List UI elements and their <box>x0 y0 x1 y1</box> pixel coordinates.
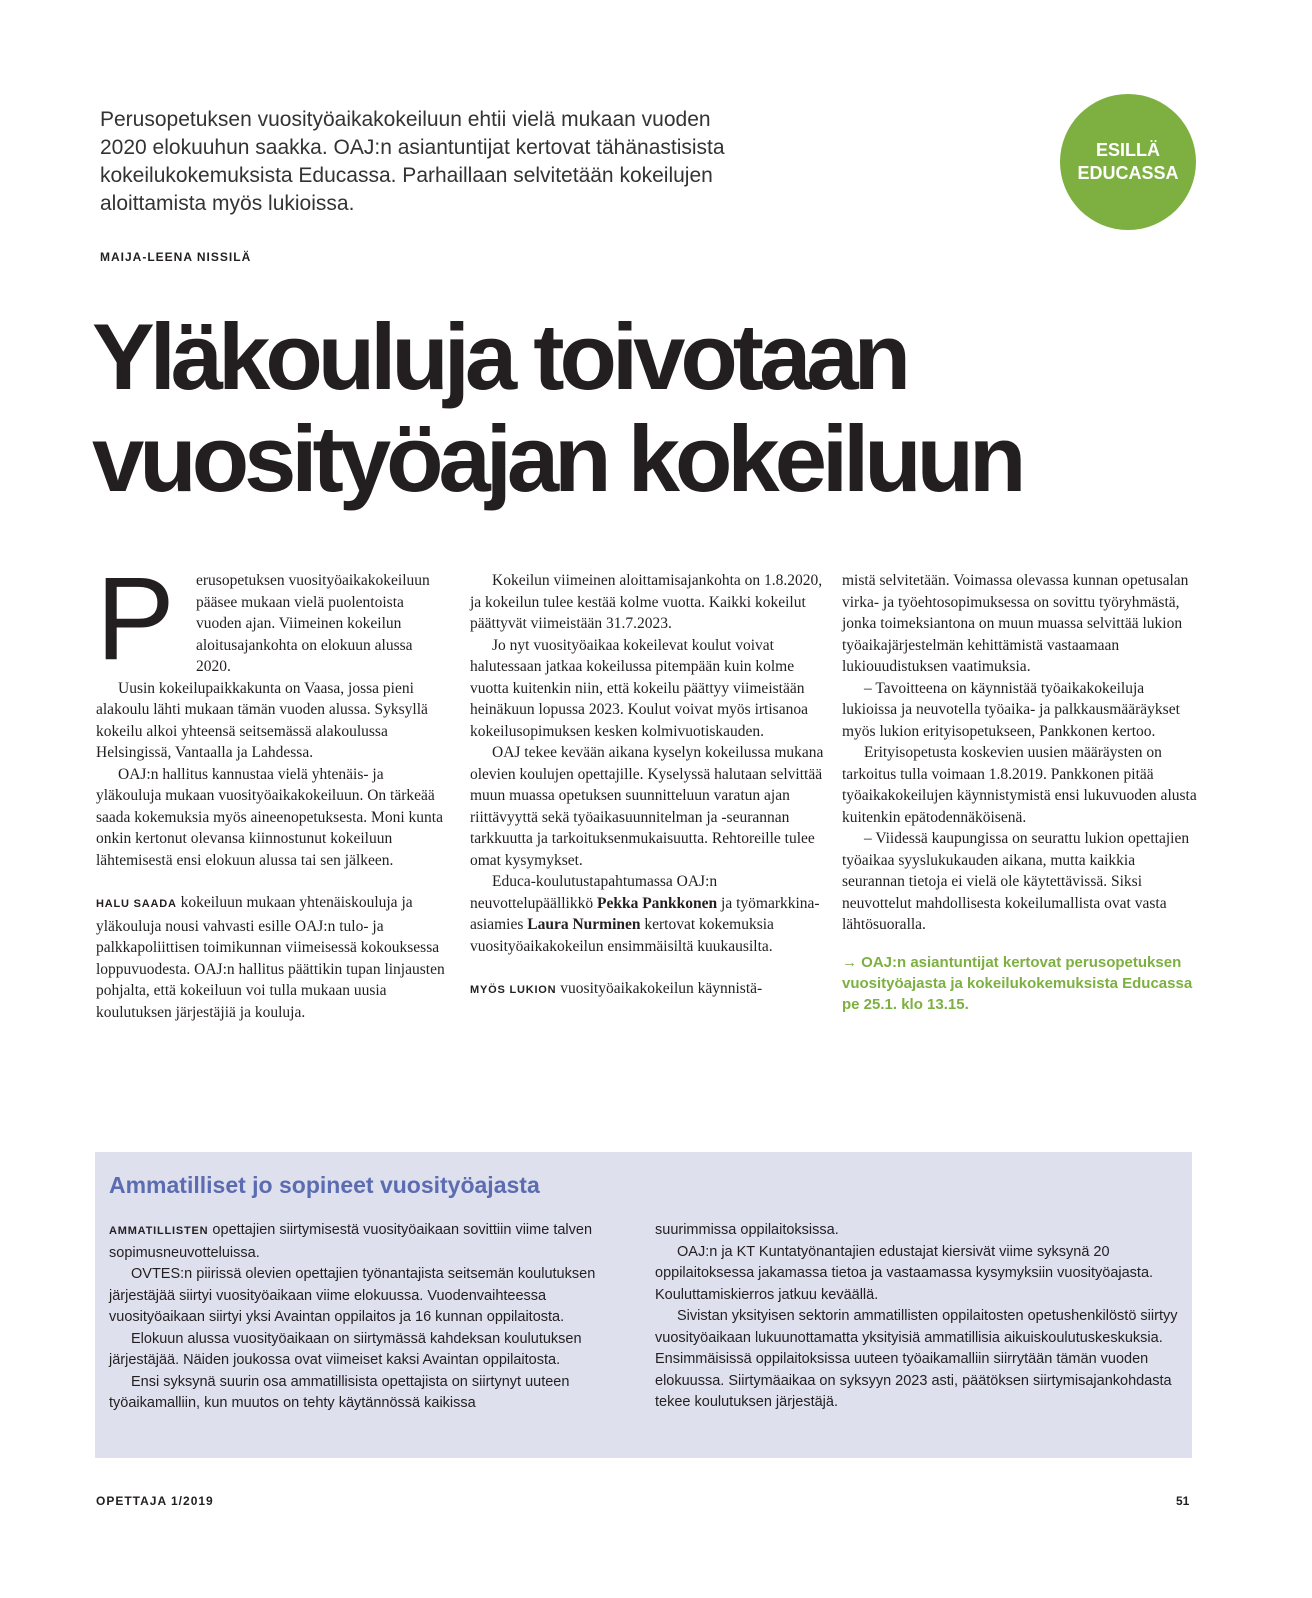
paragraph: Kokeilun viimeinen aloittamisajankohta on 1.8.2020, ja kokeilun tulee kestää kolme vuotta. Kaikki kokeilut päättyvät viimeistään 31.7.2023. <box>470 572 823 632</box>
paragraph-text: kokeiluun mukaan yhtenäiskouluja ja yläkouluja nousi vahvasti esille OAJ:n tulo- ja palkkapoliittisen toimikunnan viimeisessä kokouksessa loppuvuodesta. OAJ:n hallitus päättikin tupan linjausten pohjalta, että kokeiluun voi tulla mukaan uusia koulutuksen järjestäjiä ja kouluja. <box>96 894 445 1021</box>
paragraph: mistä selvitetään. Voimassa olevassa kunnan opetusalan virka- ja työehtosopimuksessa on sovittu työryhmästä, jonka toimeksiantona on muun muassa selvittää lukion työaikajärjestelmän kehittämistä vastaamaan lukiouudistuksen vaatimuksia. <box>842 572 1189 675</box>
paragraph <box>96 892 451 1023</box>
factbox-column-1 <box>109 1220 637 1415</box>
factbox <box>95 1152 1192 1458</box>
event-promo: → OAJ:n asiantuntijat kertovat perusopetuksen vuosityöajasta ja kokeilukokemuksista Educassa pe 25.1. klo 13.15. <box>842 953 1193 1013</box>
paragraph <box>109 1220 637 1264</box>
paragraph: OAJ tekee kevään aikana kyselyn kokeilussa mukana olevien koulujen opettajille. Kyselyssä halutaan selvittää muun muassa opetuksen suunnitteluun varatun ajan riittävyyttä sekä työaikasuunnitelman ja -seurannan tarkkuutta ja tarkoituksenmukaisuutta. Rehtoreille tulee omat kysymykset. <box>470 744 824 869</box>
factbox-column-2 <box>655 1220 1183 1414</box>
lede: Perusopetuksen vuosityöaikakokeiluun ehtii vielä mukaan vuoden 2020 elokuuhun saakka. OAJ:n asiantuntijat kertovat tähänastisista kokeilukokemuksista Educassa. Parhaillaan selvitetään kokeilujen aloittamista myös lukioissa. <box>100 108 725 215</box>
paragraph: Erityisopetusta koskevien uusien määräysten on tarkoitus tulla voimaan 1.8.2019. Pankkonen pitää työaikakokeilujen käynnistymistä ensi lukuvuoden alusta kuitenkin epätodennäköisenä. <box>842 744 1197 826</box>
lead-in: MYÖS LUKION <box>470 984 557 996</box>
paragraph: suurimmissa oppilaitoksissa. <box>655 1222 839 1238</box>
drop-cap: P <box>96 553 175 685</box>
paragraph: – Tavoitteena on käynnistää työaikakokeiluja lukioissa ja neuvotella työaika- ja palkkausmääräykset myös lukion erityisopetukseen, Pankkonen kertoo. <box>842 679 1180 740</box>
paragraph <box>470 871 825 957</box>
paragraph: Ensi syksynä suurin osa ammatillisista opettajista on siirtynyt uuteen työaikamalliin, kun muutos on tehty käytännössä kaikissa <box>109 1373 570 1411</box>
byline: MAIJA-LEENA NISSILÄ <box>100 250 252 264</box>
person-name: Laura Nurminen <box>527 916 641 933</box>
paragraph: OAJ:n ja KT Kuntatyönantajien edustajat kiersivät viime syksynä 20 oppilaitoksessa jakamassa tietoa ja vastaamassa kysymyksiin vuosityöajasta. Kouluttamiskierros jatkuu keväällä. <box>655 1243 1154 1303</box>
paragraph: Jo nyt vuosityöaikaa kokeilevat koulut voivat halutessaan jatkaa kokeilussa pitempään kuin kolme vuotta kuitenkin niin, että kokeilu päättyy viimeistään heinäkuun lopussa 2023. Koulut voivat myös irtisanoa kokeilusopimuksen kesken kolmivuotiskauden. <box>470 636 808 740</box>
paragraph: Elokuun alussa vuosityöaikaan on siirtymässä kahdeksan koulutuksen järjestäjää. Näiden joukossa ovat viimeiset kaksi Avaintan oppilaitosta. <box>109 1330 582 1368</box>
factbox-title: Ammatilliset jo sopineet vuosityöajasta <box>109 1172 540 1198</box>
article-column-3 <box>842 570 1197 1015</box>
person-name: Pekka Pankkonen <box>596 894 718 912</box>
publication-footer: OPETTAJA 1/2019 <box>96 1494 214 1508</box>
paragraph-text: ja työmarkkina-asiamies <box>470 894 820 933</box>
esilla-educassa-badge: ESILLÄ EDUCASSA <box>1060 94 1196 230</box>
paragraph-text: Educa-koulutustapahtumassa OAJ:n neuvottelupäällikkö <box>470 873 718 912</box>
article-column-1 <box>96 553 451 1023</box>
headline: Yläkouluja toivotaan vuosityöajan kokeiluun <box>92 304 1022 511</box>
article-column-2 <box>470 570 825 1002</box>
paragraph: OAJ:n hallitus kannustaa vielä yhtenäis- ja yläkouluja mukaan vuosityöaikakokeiluun. On tärkeää saada kokemuksia myös aineenopetuksesta. Moni kunta onkin kertonut olevansa kiinnostunut kokeiluun lähtemisestä ensi elokuun alussa tai sen jälkeen. <box>96 765 443 869</box>
paragraph: Sivistan yksityisen sektorin ammatillisten oppilaitosten opetushenkilöstö siirtyy vuosityöaikaan lukuunottamatta yksityisiä ammatillisia aikuiskoulutuskeskuksia. Ensimmäisissä oppilaitoksissa uuteen työaikamalliin siirrytään tämän vuoden elokuussa. Siirtymäaikaa on syksyyn 2023 asti, päätöksen siirtymisajankohdasta tekee koulutuksen järjestäjä. <box>655 1308 1178 1410</box>
lead-in: AMMATILLISTEN <box>109 1225 209 1237</box>
paragraph: OVTES:n piirissä olevien opettajien työnantajista seitsemän koulutuksen järjestäjää siirtyi vuosityöaikaan viime elokuussa. Vuodenvaihteessa vuosityöaikaan siirtyi yksi Avaintan oppilaitos ja 16 kunnan oppilaitosta. <box>109 1266 596 1325</box>
paragraph: Uusin kokeilupaikkakunta on Vaasa, jossa pieni alakoulu lähti mukaan tämän vuoden alussa. Syksyllä kokeilu alkoi yhteensä seitsemässä alakoulussa Helsingissä, Vantaalla ja Lahdessa. <box>96 679 428 761</box>
lead-in: HALU SAADA <box>96 898 177 910</box>
page-number: 51 <box>1176 1494 1190 1508</box>
paragraph <box>470 978 825 1002</box>
paragraph-text: vuosityöaikakokeilun käynnistä- <box>556 980 763 997</box>
paragraph: erusopetuksen vuosityöaikakokeiluun pääsee mukaan vielä puolentoista vuoden ajan. Viimeinen kokeilun aloitusajankohta on elokuun alussa 2020. <box>196 572 430 675</box>
paragraph-text: kertovat kokemuksia vuosityöaikakokeilun ensimmäisiltä kuukausilta. <box>470 916 774 955</box>
paragraph-text: opettajien siirtymisestä vuosityöaikaan sovittiin viime talven sopimusneuvotteluissa. <box>109 1222 593 1261</box>
paragraph: – Viidessä kaupungissa on seurattu lukion opettajien työaikaa syyslukukauden aikana, mutta kaikkia seurannan tietoja ei vielä ole käytettävissä. Siksi neuvottelut mahdollisesta kokeilumallista ovat vasta lähtösuoralla. <box>842 830 1190 933</box>
